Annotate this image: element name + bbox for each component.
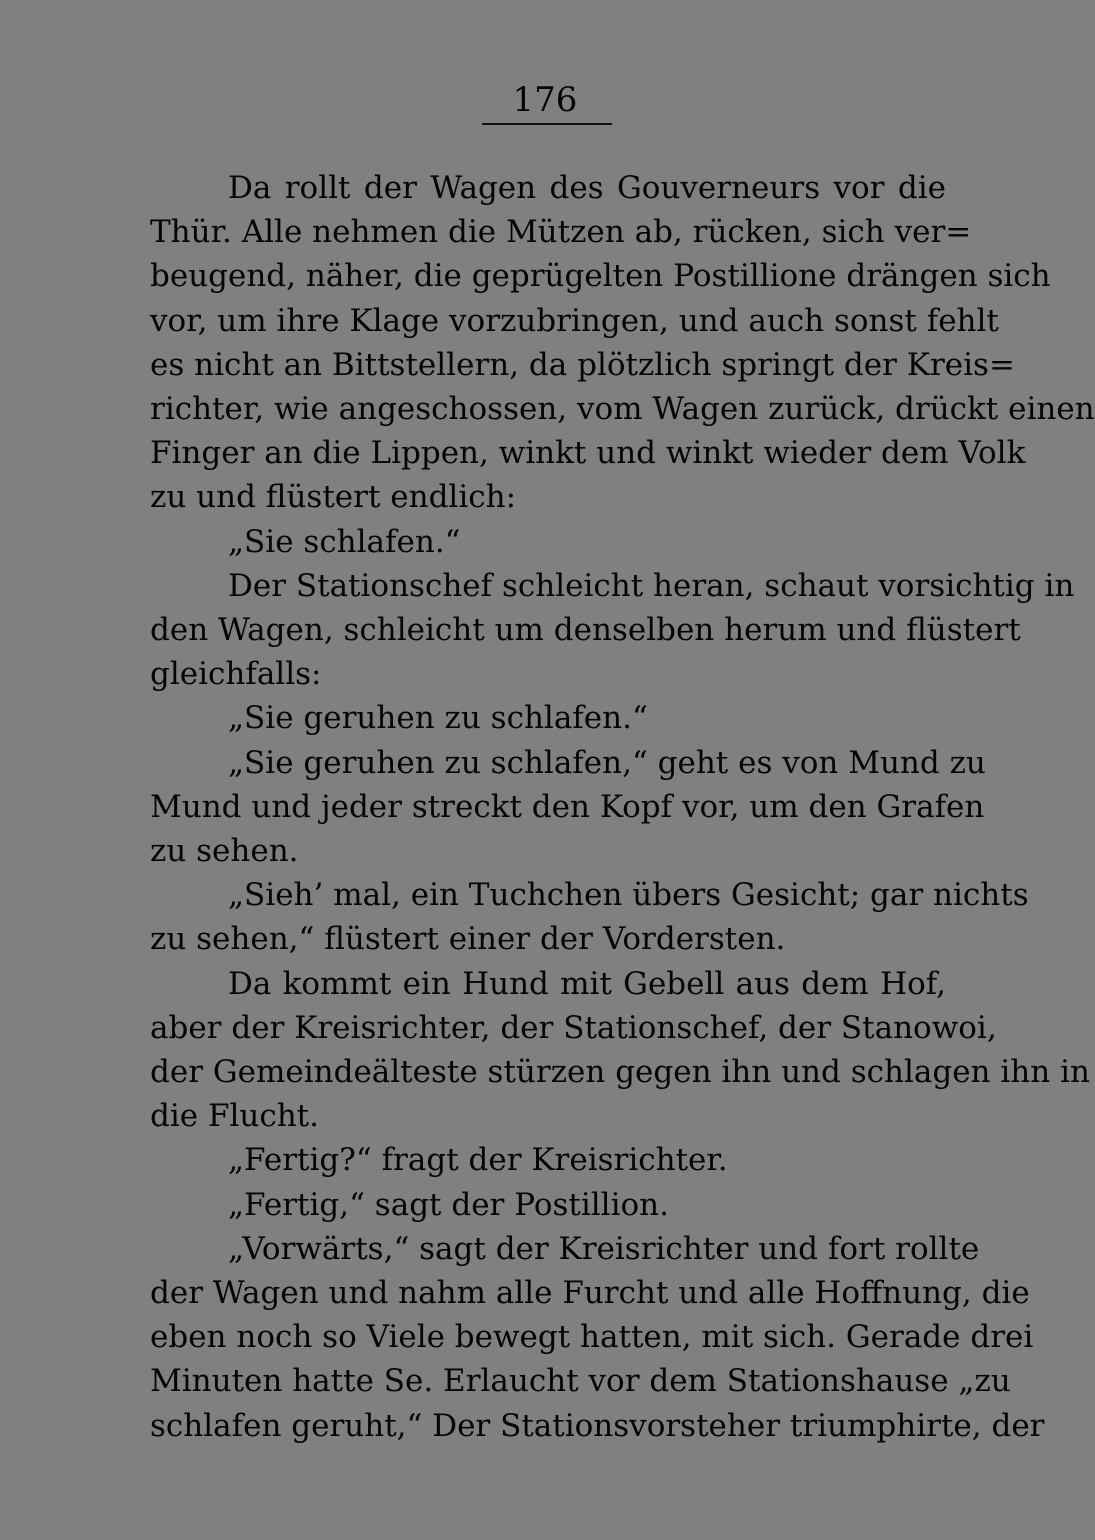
- text-line: „Fertig?“ fragt der Kreisrichter.: [228, 1142, 728, 1179]
- text-line: Mund und jeder streckt den Kopf vor, um den Grafen: [150, 788, 985, 825]
- text-line: Da rollt der Wagen des Gouverneurs vor die: [228, 170, 946, 206]
- text-line: „Fertig,“ sagt der Postillion.: [228, 1186, 669, 1223]
- text-line: „Sie geruhen zu schlafen,“ geht es von Mund zu: [228, 744, 986, 781]
- text-line: „Vorwärts,“ sagt der Kreisrichter und fort rollte: [228, 1230, 980, 1267]
- text-line: „Sieh’ mal, ein Tuchchen übers Gesicht; gar nichts: [228, 877, 1029, 914]
- text-line: die Flucht.: [150, 1098, 319, 1135]
- text-line: zu sehen,“ flüstert einer der Vordersten.: [150, 921, 786, 958]
- text-line: zu sehen.: [150, 833, 299, 869]
- text-line: den Wagen, schleicht um denselben herum und flüstert: [150, 612, 1021, 648]
- text-line: „Sie geruhen zu schlafen.“: [228, 700, 648, 737]
- text-line: aber der Kreisrichter, der Stationschef, der Stanowoi,: [150, 1009, 997, 1046]
- text-line: richter, wie angeschossen, vom Wagen zurück, drückt einen: [150, 391, 1095, 427]
- text-line: schlafen geruht,“ Der Stationsvorsteher triumphirte, der: [150, 1407, 1045, 1444]
- text-line: zu und flüstert endlich:: [150, 479, 517, 516]
- text-line: es nicht an Bittstellern, da plötzlich springt der Kreis=: [150, 346, 1015, 383]
- text-line: Da kommt ein Hund mit Gebell aus dem Hof,: [228, 965, 946, 1002]
- page-number: 176: [512, 80, 578, 120]
- text-line: „Sie schlafen.“: [228, 523, 461, 560]
- text-line: der Gemeindeälteste stürzen gegen ihn und schlagen ihn in: [150, 1054, 1090, 1090]
- text-line: eben noch so Viele bewegt hatten, mit sich. Gerade drei: [150, 1319, 1034, 1356]
- text-line: vor, um ihre Klage vorzubringen, und auch sonst fehlt: [150, 302, 999, 339]
- page-number-rule: [482, 123, 612, 125]
- text-line: Finger an die Lippen, winkt und winkt wieder dem Volk: [150, 435, 1026, 472]
- text-line: der Wagen und nahm alle Furcht und alle Hoffnung, die: [150, 1275, 1030, 1311]
- text-line: beugend, näher, die geprügelten Postillione drängen sich: [150, 258, 1051, 295]
- text-line: gleichfalls:: [150, 656, 322, 693]
- text-line: Der Stationschef schleicht heran, schaut vorsichtig in: [228, 567, 1075, 604]
- text-line: Thür. Alle nehmen die Mützen ab, rücken, sich ver=: [150, 214, 972, 251]
- text-line: Minuten hatte Se. Erlaucht vor dem Stationshause „zu: [150, 1363, 1011, 1400]
